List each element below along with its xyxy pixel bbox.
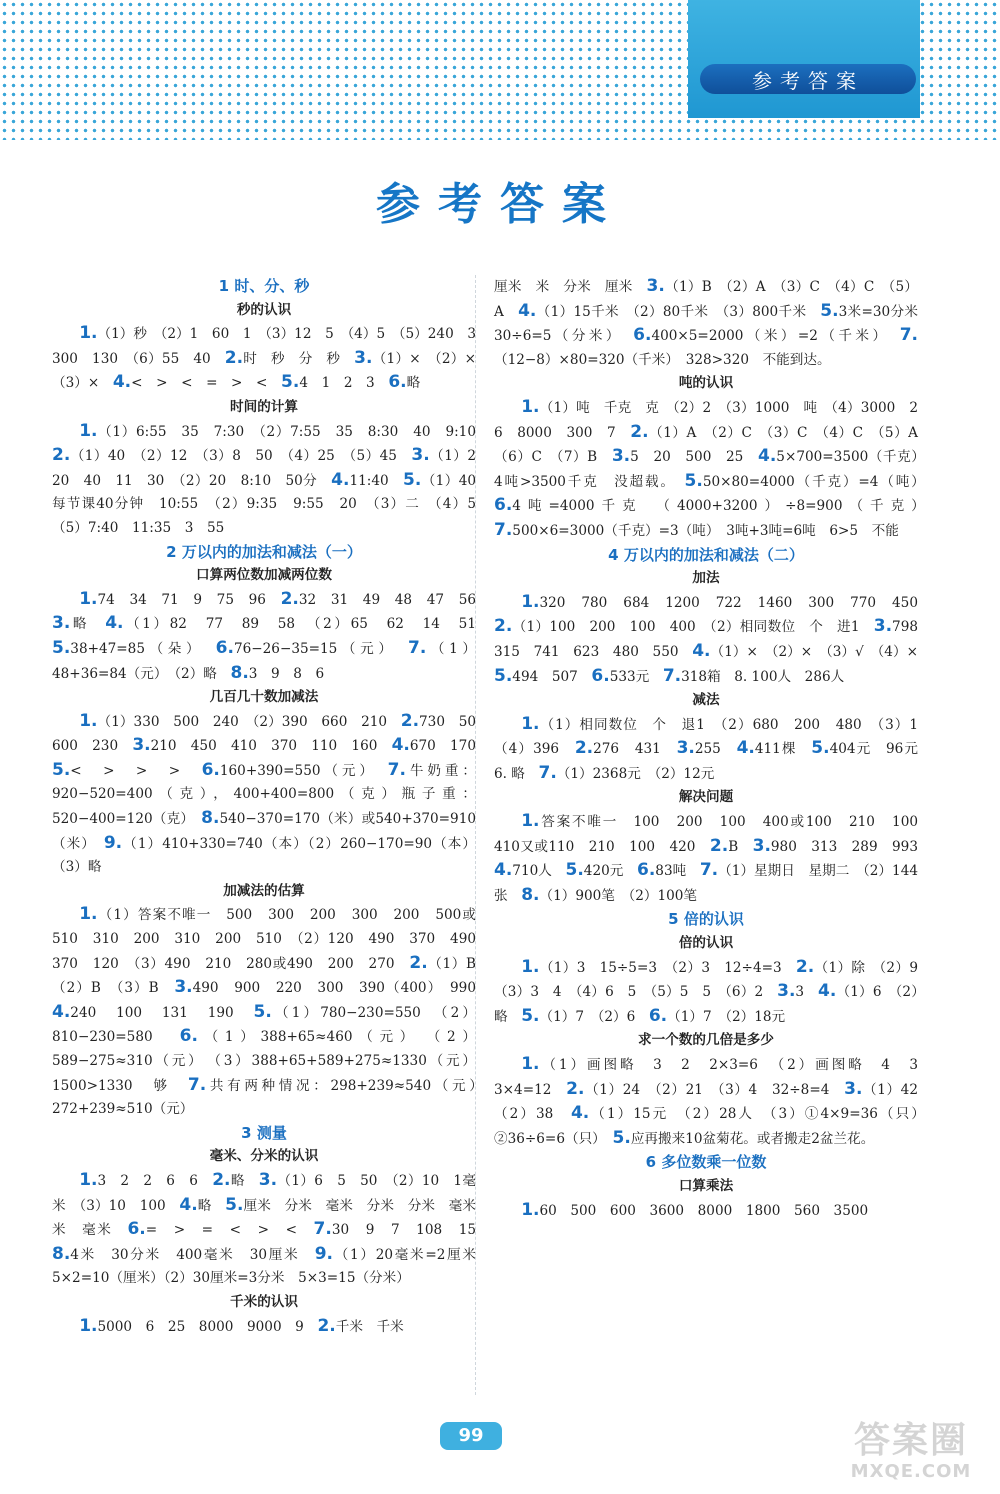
- question-number: 6.: [637, 860, 656, 881]
- answer-text: 略: [230, 1172, 259, 1189]
- answer-text: （1）B （2）A （3）C （4）C （5）A: [494, 279, 919, 320]
- question-number: 4.: [52, 1001, 71, 1022]
- answer-text: （1）7 （2）6: [539, 1008, 649, 1025]
- answer-text: （1）388+65≈460（元） （2）589−275≈310（元） （3）388+65+589+275≈1330（元）1500>1330 够: [52, 1029, 476, 1094]
- section-heading: 几百几十数加减法: [209, 689, 319, 706]
- section-heading: 解决问题: [678, 789, 734, 806]
- section-heading: 吨的认识: [678, 375, 734, 392]
- answer-text: 420元: [583, 863, 637, 880]
- question-number: 7.: [538, 762, 557, 783]
- header-label: 参考答案: [700, 64, 916, 94]
- answer-text: 318箱 8. 100人 286人: [681, 668, 845, 685]
- question-number: 3.: [354, 347, 373, 368]
- answer-text: 11:40: [349, 472, 403, 489]
- page-title: 参考答案: [376, 179, 624, 230]
- answer-text: < > < = > <: [131, 375, 282, 392]
- question-number: 7.: [494, 519, 513, 540]
- answer-text: 共有两种情况：298+239≈540（元） 272+239≈510（元）: [52, 1077, 490, 1118]
- question-number: 2.: [212, 1169, 231, 1190]
- answer-text: 404元 96元 6. 略: [494, 741, 932, 782]
- question-number: 4.: [758, 446, 777, 467]
- section-heading: 毫米、分米的认识: [209, 1148, 319, 1165]
- question-number: 6.: [215, 637, 234, 658]
- answer-text: 83吨: [655, 863, 700, 880]
- answer-text: 76−26−35=15（元）: [233, 640, 408, 657]
- question-number: 1.: [79, 420, 98, 441]
- question-number: 6.: [648, 1005, 668, 1026]
- answer-text: （1）42 （2）38: [494, 1081, 932, 1123]
- answer-text: B: [728, 838, 753, 855]
- question-number: 4.: [331, 469, 350, 490]
- answer-text: 60 500 600 3600 8000 1800 560 3500: [539, 1202, 869, 1219]
- question-number: 3.: [52, 613, 71, 634]
- answer-paragraph: [52, 420, 490, 541]
- answer-paragraph: [52, 588, 490, 686]
- answer-text: 略: [406, 375, 421, 392]
- answer-paragraph: [52, 903, 490, 1121]
- answer-text: 494 507: [512, 668, 592, 685]
- answer-text: 533元: [609, 668, 663, 685]
- chapter-heading: 1 时、分、秒: [218, 277, 310, 295]
- question-number: 6.: [633, 325, 652, 346]
- answer-text: （1）40 （2）12 （3）8 50 （4）25 （5）45: [70, 448, 412, 465]
- answer-text: 牛奶重：920−520=400（克），400+400=800（克）瓶子重：520−400=120（克）: [52, 762, 476, 828]
- question-number: 1.: [521, 396, 540, 417]
- question-number: 2.: [709, 835, 729, 856]
- answer-text: （1）× （2）× （3）×: [52, 350, 490, 392]
- question-number: 1.: [521, 811, 540, 832]
- answer-paragraph: [494, 1053, 932, 1151]
- answer-text: （1）相同数位 个 退1 （2）680 200 480 （3）1 （4）396: [494, 716, 932, 758]
- question-number: 2.: [494, 616, 513, 637]
- question-number: 8.: [201, 808, 220, 829]
- answer-text: 5×700=3500（千克） 4吨>3500千克 没超载。: [494, 449, 932, 490]
- question-number: 3.: [873, 616, 893, 637]
- question-number: 4.: [736, 738, 755, 759]
- answer-text: 答案不唯一 100 200 100 400或100 210 100 410又或110 210 100 420: [494, 814, 932, 855]
- question-number: 5.: [820, 300, 839, 321]
- question-number: 2.: [317, 1315, 336, 1336]
- question-number: 5.: [253, 1001, 272, 1022]
- question-number: 2.: [574, 738, 594, 759]
- answer-text: （1）除 （2）9 （3）3 4 （4）6 5 （5）5 5 （6）2: [494, 959, 932, 1001]
- watermark-text-bottom: MXQE.COM: [850, 1461, 972, 1482]
- answer-paragraph: [494, 1199, 918, 1224]
- answer-text: （1）40 每节课40分钟 10:55 （2）9:35 9:55 20 （3）二 （4）5 （5）7:40 11:35 3 55: [52, 472, 490, 536]
- answer-text: 略: [70, 616, 106, 633]
- answer-text: （1）秒 （2）1 60 1 （3）12 5 （4）5 （5）240 3 300 130 （6）55 40: [52, 326, 490, 367]
- answer-text: （1）答案不唯一 500 300 200 300 200 500或510 310 200 310 200 510 （2）120 490 370 490 370 120 （3）490 210 280或490 200 270: [52, 907, 490, 972]
- answer-text: 730 50 600 230: [52, 713, 490, 755]
- question-number: 5.: [811, 738, 830, 759]
- section-heading: 时间的计算: [230, 398, 298, 415]
- question-number: 3.: [676, 738, 695, 759]
- header-color-block: [688, 0, 920, 118]
- answer-paragraph: [494, 591, 932, 689]
- question-number: 3.: [844, 1078, 863, 1099]
- chapter-heading: 6 多位数乘一位数: [645, 1153, 767, 1172]
- answer-text: （1）15千米 （2）80千米 （3）800千米: [536, 303, 821, 320]
- question-number: 1.: [521, 713, 540, 734]
- answer-text: （1）× （2）× （3）√ （4）×: [710, 643, 932, 660]
- question-number: 7.: [387, 759, 406, 780]
- question-number: 3.: [132, 735, 151, 756]
- answer-text: （12−8）×80=320（千米） 328>320 不能到达。: [494, 351, 831, 368]
- answer-text: （1）2368元 （2）12元: [556, 765, 715, 782]
- column-divider: [475, 275, 476, 1395]
- chapter-heading: 5 倍的认识: [668, 910, 744, 929]
- question-number: 1.: [521, 591, 540, 612]
- question-number: 4.: [494, 860, 513, 881]
- question-number: 9.: [314, 1243, 334, 1264]
- question-number: 3.: [411, 445, 430, 466]
- answer-text: 240 100 131 190: [70, 1004, 254, 1021]
- answer-paragraph: [494, 275, 932, 372]
- question-number: 4.: [818, 981, 837, 1002]
- answer-text: 670 170: [409, 738, 490, 755]
- watermark-text-top: 答案圈: [853, 1420, 968, 1461]
- section-heading: 倍的认识: [678, 935, 734, 952]
- answer-paragraph: [494, 956, 932, 1030]
- question-number: 6.: [127, 1219, 146, 1240]
- answer-text: 500×6=3000（千克）=3（吨） 3吨+3吨=6吨 6>5 不能: [512, 522, 899, 539]
- answer-text: < > > >: [70, 762, 202, 779]
- section-heading: 千米的认识: [230, 1293, 298, 1310]
- right-column: [494, 275, 932, 1223]
- answer-text: 应再搬来10盆菊花。或者搬走2盆兰花。: [630, 1130, 875, 1147]
- answer-text: 4吨=4000千克 （4000+3200）÷8=900（千克）: [512, 498, 932, 515]
- question-number: 7.: [662, 665, 682, 686]
- question-number: 4.: [391, 735, 410, 756]
- answer-text: 千米 千米: [335, 1318, 404, 1335]
- answer-text: 320 780 684 1200 722 1460 300 770 450: [539, 594, 932, 611]
- answer-text: 5000 6 25 8000 9000 9: [97, 1318, 318, 1335]
- answer-text: 3 9 8 6: [248, 665, 325, 682]
- question-number: 3.: [258, 1169, 278, 1190]
- question-number: 5.: [52, 637, 71, 658]
- question-number: 4.: [112, 372, 132, 393]
- question-number: 5.: [565, 860, 584, 881]
- answer-text: （1）780−230=550 （2）810−230=580: [52, 1004, 476, 1046]
- answer-text: 980 313 289 993: [770, 838, 932, 855]
- question-number: 8.: [230, 662, 249, 683]
- section-heading: 减法: [692, 692, 720, 709]
- left-column: [52, 275, 490, 1339]
- question-number: 3.: [752, 835, 771, 856]
- answer-text: （1）330 500 240 （2）390 660 210: [97, 713, 401, 730]
- answer-text: （1）20毫米=2厘米 5×2=10（厘米）（2）30厘米=3分米 5×3=15（分米）: [52, 1246, 490, 1287]
- question-number: 6.: [179, 1026, 198, 1047]
- question-number: 2.: [224, 347, 244, 368]
- question-number: 6.: [591, 665, 610, 686]
- answer-paragraph: [52, 322, 490, 396]
- answer-paragraph: [494, 396, 932, 544]
- question-number: 4.: [570, 1103, 590, 1124]
- answer-text: （1）3 15÷5=3 （2）3 12÷4=3: [539, 959, 796, 976]
- answer-text: 4米 30分米 400毫米 30厘米: [70, 1246, 315, 1263]
- section-heading: 口算两位数加减两位数: [196, 567, 332, 584]
- answer-text: 3: [795, 984, 818, 1001]
- question-number: 5.: [684, 470, 703, 491]
- question-number: 5.: [225, 1194, 244, 1215]
- question-number: 4.: [105, 613, 124, 634]
- question-number: 4.: [179, 1194, 198, 1215]
- question-number: 5.: [281, 372, 300, 393]
- answer-text: （1）B （2）B （3）B: [52, 955, 490, 997]
- question-number: 2.: [280, 588, 299, 609]
- answer-text: 厘米 米 分米 厘米: [494, 279, 647, 295]
- answer-text: 30 9 7 108 15: [331, 1222, 490, 1239]
- answer-text: 400×5=2000（米）=2（千米）: [651, 328, 900, 345]
- answer-text: （1）82 77 89 58 （2）65 62 14 51: [123, 616, 490, 633]
- question-number: 2.: [566, 1078, 585, 1099]
- question-number: 4.: [518, 300, 537, 321]
- answer-text: （1）6:55 35 7:30 （2）7:55 35 8:30 40 9:10: [97, 423, 490, 440]
- question-number: 7.: [699, 860, 719, 881]
- answer-text: 540−370=170（米）或540+370=910（米）: [52, 811, 476, 852]
- answer-paragraph: [494, 810, 932, 908]
- answer-paragraph: [52, 1169, 490, 1291]
- question-number: 5.: [494, 665, 513, 686]
- answer-text: （1）24 （2）21 （3）4 32÷8=4: [584, 1081, 845, 1098]
- answer-text: 74 34 71 9 75 96: [97, 591, 281, 608]
- question-number: 1.: [79, 588, 98, 609]
- answer-text: （1）15元 （2）28人 （3）①4×9=36（只） ②36÷6=6（只）: [494, 1106, 932, 1147]
- section-heading: 加法: [692, 570, 720, 587]
- answer-paragraph: [52, 1315, 476, 1340]
- section-heading: 求一个数的几倍是多少: [638, 1032, 774, 1049]
- answer-text: （1）7 （2）18元: [667, 1008, 786, 1025]
- answer-text: （1）6 5 50 （2）10 1毫米 （3）10 100: [52, 1172, 477, 1214]
- answer-text: （1）6 （2）略: [494, 984, 918, 1025]
- answer-text: （1）48+36=84（元） （2）略: [52, 640, 476, 682]
- question-number: 1.: [521, 956, 540, 977]
- question-number: 6.: [201, 759, 220, 780]
- answer-text: = > = < > <: [145, 1222, 314, 1239]
- answer-text: 略: [197, 1197, 226, 1214]
- answer-text: 798 315 741 623 480 550: [494, 619, 932, 660]
- answer-text: 3 2 2 6 6: [97, 1172, 213, 1189]
- question-number: 6.: [494, 495, 513, 516]
- question-number: 1.: [79, 323, 98, 344]
- question-number: 7.: [187, 1074, 207, 1095]
- answer-text: （1）A （2）C （3）C （4）C （5）A （6）C （7）B: [494, 424, 932, 466]
- answer-text: （1）吨 千克 克 （2）2 （3）1000 吨 （4）3000 2 6 8000 300 7: [494, 399, 932, 441]
- answer-text: 210 450 410 370 110 160: [150, 738, 392, 755]
- question-number: 9.: [103, 832, 123, 853]
- answer-text: 时 秒 分 秒: [243, 350, 355, 367]
- page-number: 99: [440, 1422, 502, 1450]
- question-number: 2.: [409, 952, 428, 973]
- question-number: 3.: [174, 977, 193, 998]
- answer-text: 411棵: [754, 741, 812, 758]
- watermark-logo: [826, 1420, 996, 1490]
- question-number: 3.: [646, 276, 665, 296]
- answer-text: 710人: [512, 863, 566, 880]
- question-number: 3.: [777, 981, 796, 1002]
- question-number: 8.: [521, 884, 540, 905]
- answer-text: 38+47=85（朵）: [70, 640, 216, 657]
- question-number: 8.: [52, 1243, 71, 1264]
- answer-text: 4 1 2 3: [299, 375, 389, 392]
- answer-text: 厘米 分米 毫米 分米 分米 毫米 米 毫米: [52, 1197, 490, 1239]
- answer-text: （1）星期日 星期二 （2）144张: [494, 863, 918, 904]
- answer-text: 32 31 49 48 47 56: [298, 591, 490, 608]
- answer-paragraph: [52, 710, 490, 880]
- question-number: 2.: [630, 421, 649, 442]
- chapter-heading: 4 万以内的加法和减法（二）: [608, 545, 804, 564]
- question-number: 1.: [521, 1054, 540, 1074]
- question-number: 7.: [899, 325, 918, 346]
- question-number: 1.: [521, 1199, 540, 1220]
- question-number: 7.: [408, 637, 427, 658]
- question-number: 1.: [79, 1169, 98, 1190]
- question-number: 5.: [52, 759, 71, 780]
- question-number: 3.: [611, 446, 631, 467]
- question-number: 5.: [612, 1127, 631, 1148]
- answer-text: （1）900笔 （2）100笔: [539, 887, 698, 904]
- question-number: 2.: [400, 710, 420, 731]
- section-heading: 加减法的估算: [223, 882, 305, 899]
- answer-paragraph: [494, 713, 932, 787]
- question-number: 2.: [795, 956, 815, 977]
- question-number: 6.: [388, 372, 407, 393]
- answer-text: （1）410+330=740（本）（2）260−170=90（本）（3）略: [52, 835, 476, 876]
- answer-text: 3米=30分米 30÷6=5（分米）: [494, 303, 932, 345]
- question-number: 5.: [403, 469, 422, 490]
- answer-text: 50×80=4000（千克）=4（吨）: [702, 473, 932, 490]
- answer-text: （1）画图略 3 2 2×3=6 （2）画图略 4 3 3×4=12: [494, 1057, 932, 1098]
- chapter-heading: 2 万以内的加法和减法（一）: [166, 542, 362, 561]
- question-number: 1.: [79, 904, 98, 925]
- answer-text: （1）100 200 100 400 （2）相同数位 个 进1: [512, 619, 874, 636]
- question-number: 4.: [692, 640, 711, 661]
- answer-text: 276 431: [593, 741, 677, 758]
- chapter-heading: 3 测量: [241, 1123, 287, 1142]
- answer-text: 5 20 500 25: [630, 449, 758, 466]
- answer-text: 255: [694, 741, 737, 758]
- section-heading: 秒的认识: [236, 301, 292, 318]
- answer-text: 490 900 220 300 390（400） 990: [192, 980, 490, 997]
- question-number: 2.: [52, 445, 71, 466]
- section-heading: 口算乘法: [678, 1177, 734, 1194]
- question-number: 5.: [521, 1005, 540, 1026]
- question-number: 1.: [79, 710, 98, 731]
- question-number: 7.: [313, 1219, 332, 1240]
- answer-text: （1）2 20 40 11 30 （2）20 8:10 50分: [52, 448, 490, 489]
- answer-text: 160+390=550（元）: [219, 762, 388, 779]
- question-number: 1.: [79, 1315, 98, 1336]
